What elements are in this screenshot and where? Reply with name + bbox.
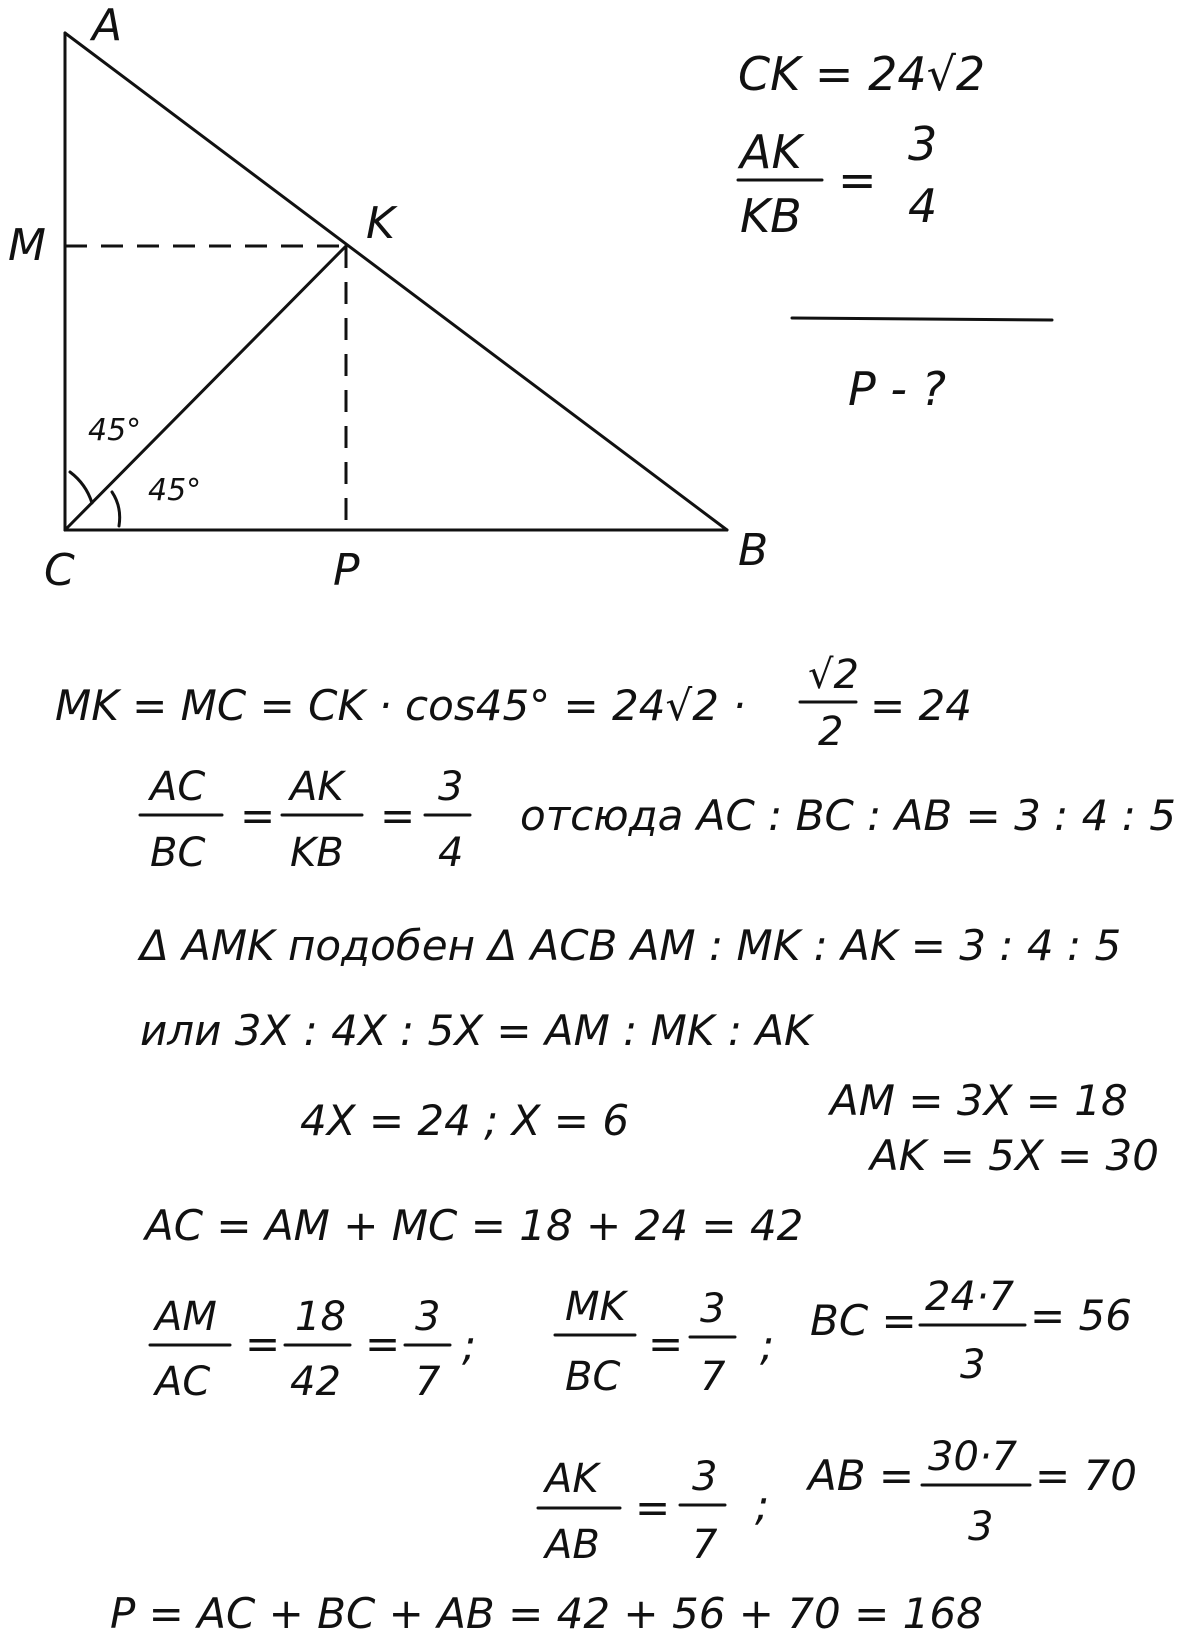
line7-frac3-den: 7 [415, 1359, 441, 1405]
line7-frac5-den: 7 [700, 1354, 726, 1400]
line-perimeter: P = AC + BC + AB = 42 + 56 + 70 = 168 [110, 1589, 983, 1638]
line1-result: = 24 [870, 681, 972, 730]
line7-frac4-den: BC [565, 1354, 621, 1400]
line-similarity: Δ AMK подобен Δ ACB AM : MK : AK = 3 : 4 : 5 [140, 921, 1122, 970]
segment-ck [65, 246, 346, 530]
line-ac-sum: AC = AM + MC = 18 + 24 = 42 [145, 1201, 804, 1250]
vertex-label-a: A [92, 0, 123, 51]
angle-arc-upper [70, 472, 92, 503]
line7-frac3-num: 3 [415, 1294, 441, 1340]
line8-frac2-den: 7 [692, 1522, 718, 1568]
line2-frac3-den: 4 [438, 830, 464, 876]
line2-ratio: отсюда AC : BC : AB = 3 : 4 : 5 [520, 791, 1176, 840]
line7-frac2-num: 18 [295, 1294, 346, 1340]
line7-frac1-den: AC [155, 1359, 211, 1405]
side-ab [65, 33, 727, 530]
vertex-label-m: M [8, 220, 46, 271]
find-perimeter: P - ? [848, 362, 946, 416]
line7-eq1: = [245, 1319, 281, 1368]
line-am-value: AM = 3X = 18 [830, 1076, 1128, 1125]
line7-semicolon2: ; [760, 1321, 775, 1370]
given-ck: CK = 24√2 [738, 47, 986, 101]
line2-frac3-num: 3 [438, 764, 464, 810]
line2-frac1-num: AC [150, 764, 206, 810]
angle-arc-lower [112, 492, 120, 526]
line-ratio-x: или 3X : 4X : 5X = AM : MK : AK [140, 1006, 812, 1055]
triangle-figure [65, 33, 727, 530]
given-ratio-eq: = [838, 153, 877, 207]
line8-semicolon: ; [755, 1481, 770, 1530]
line8-frac3-den: 3 [968, 1504, 994, 1550]
line8-frac3-num: 30·7 [928, 1434, 1018, 1480]
line7-frac1-num: AM [155, 1294, 217, 1340]
given-divider [792, 318, 1052, 320]
line7-frac5-num: 3 [700, 1286, 726, 1332]
line7-eq3: = [648, 1319, 684, 1368]
line2-frac2-den: KB [290, 830, 344, 876]
vertex-label-c: C [44, 545, 75, 596]
line8-frac1-den: AB [545, 1522, 600, 1568]
line7-bc-value: = 56 [1030, 1291, 1132, 1340]
line8-eq1: = [635, 1483, 671, 1532]
vertex-label-b: B [738, 525, 769, 576]
line7-eq2: = [365, 1319, 401, 1368]
line2-eq2: = [380, 791, 416, 840]
line1-frac-num: √2 [808, 652, 859, 698]
angle-label-upper: 45° [88, 413, 142, 448]
angle-label-lower: 45° [148, 473, 202, 508]
vertex-label-k: K [366, 198, 395, 249]
line2-frac2-num: AK [290, 764, 344, 810]
given-ratio-den: KB [740, 189, 802, 243]
vertex-label-p: P [333, 545, 360, 596]
line-mk-mc: MK = MC = CK · cos45° = 24√2 · [55, 681, 746, 730]
line7-frac6-den: 3 [960, 1342, 986, 1388]
line8-frac2-num: 3 [692, 1454, 718, 1500]
line2-frac1-den: BC [150, 830, 206, 876]
line-ak-value: AK = 5X = 30 [870, 1131, 1159, 1180]
given-ratio-num: AK [740, 125, 802, 179]
given-ratio-value-den: 4 [908, 179, 938, 233]
line8-ab-value: = 70 [1035, 1451, 1137, 1500]
line2-eq1: = [240, 791, 276, 840]
line7-semicolon1: ; [462, 1321, 477, 1370]
line1-frac-den: 2 [818, 709, 844, 755]
line7-frac4-num: MK [565, 1284, 626, 1330]
line8-frac1-num: AK [545, 1456, 599, 1502]
line-solve-x: 4X = 24 ; X = 6 [300, 1096, 630, 1145]
given-ratio-value-num: 3 [908, 117, 938, 171]
line8-ab-label: AB = [808, 1451, 915, 1500]
line7-bc-label: BC = [810, 1296, 917, 1345]
line7-frac6-num: 24·7 [925, 1274, 1015, 1320]
line7-frac2-den: 42 [290, 1359, 341, 1405]
